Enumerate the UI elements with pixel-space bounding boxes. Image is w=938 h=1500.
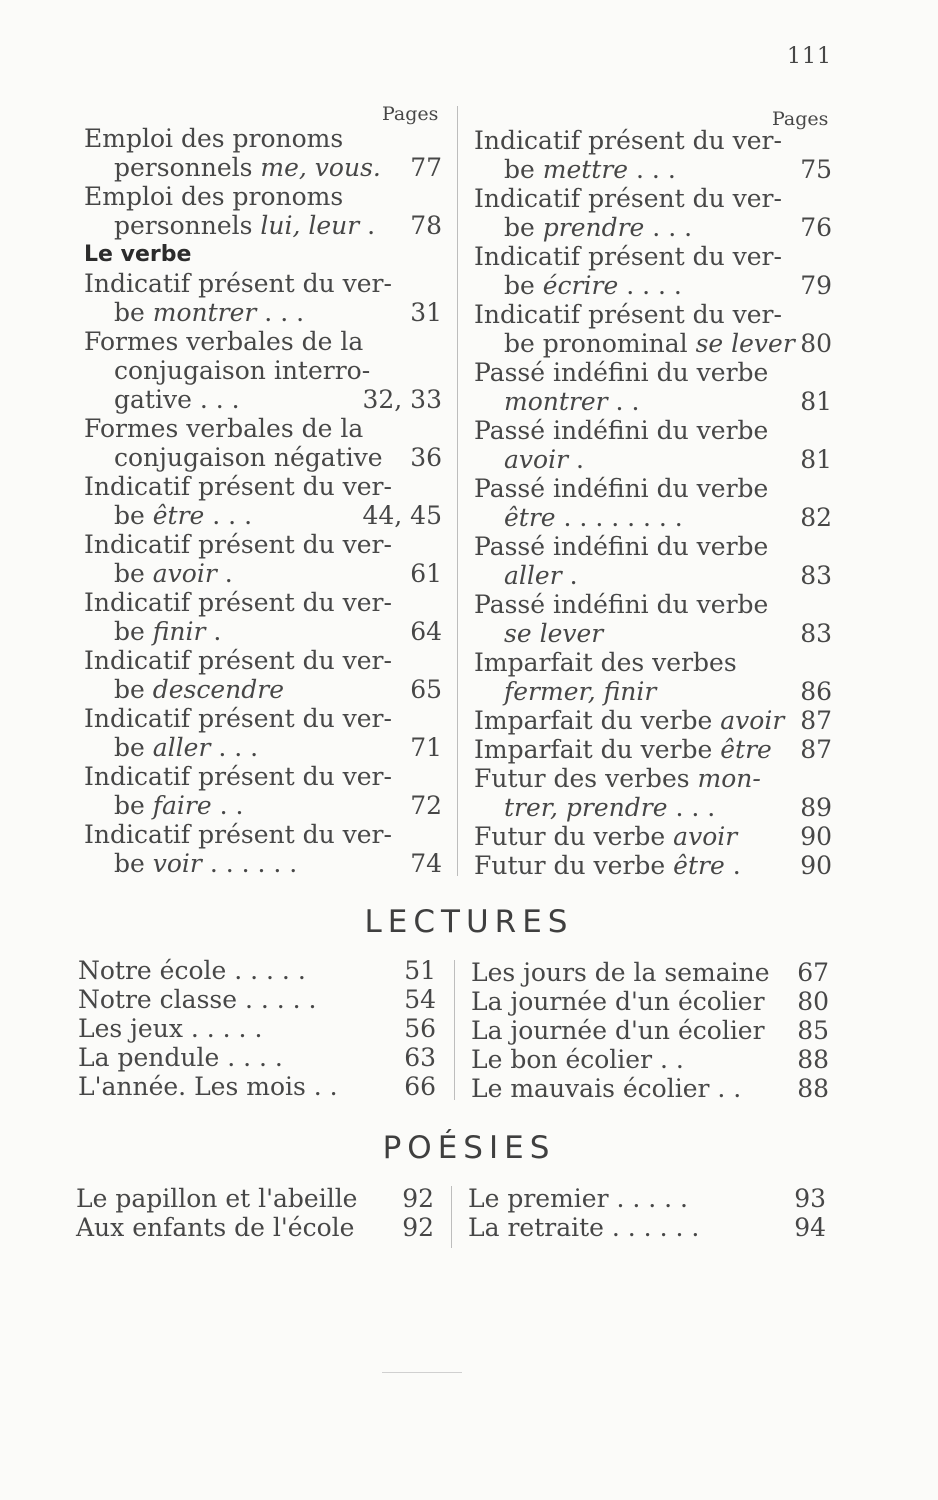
toc-page: 87 — [800, 706, 832, 735]
toc-entry: Indicatif présent du ver- be faire . . 72 — [84, 762, 442, 820]
toc-page: 82 — [800, 503, 832, 532]
lectures-divider — [454, 960, 455, 1100]
toc-entry: Indicatif présent du ver- be descendre 65 — [84, 646, 442, 704]
toc-page: 77 — [410, 153, 442, 182]
poesies-divider — [451, 1186, 452, 1248]
list-item: Les jours de la semaine 67 — [471, 958, 829, 987]
list-item: La retraite . . . . . . 94 — [468, 1213, 826, 1242]
toc-page: 75 — [800, 155, 832, 184]
toc-page: 72 — [410, 791, 442, 820]
toc-left-column — [84, 124, 442, 878]
toc-page: 80 — [800, 329, 832, 358]
toc-entry: Indicatif présent du ver- be être . . . 44, 45 — [84, 472, 442, 530]
list-item: Le mauvais écolier . . 88 — [471, 1074, 829, 1103]
toc-page: 90 — [800, 851, 832, 880]
toc-page: 79 — [800, 271, 832, 300]
list-item: Les jeux . . . . . 56 — [78, 1014, 436, 1043]
list-item: Notre école . . . . . 51 — [78, 956, 436, 985]
toc-entry: Passé indéfini du verbe aller . 83 — [474, 532, 832, 590]
toc-page: 78 — [410, 211, 442, 240]
list-item: L'année. Les mois . . 66 — [78, 1072, 436, 1101]
toc-page: 81 — [800, 387, 832, 416]
lectures-left-list — [78, 956, 436, 1101]
toc-page: 71 — [410, 733, 442, 762]
toc-entry: Formes verbales de la conjugaison négative 36 — [84, 414, 442, 472]
toc-page: 90 — [800, 822, 832, 851]
toc-entry: Imparfait du verbe avoir 87 — [474, 706, 832, 735]
toc-entry: Indicatif présent du ver- be avoir . 61 — [84, 530, 442, 588]
toc-entry: Emploi des pronoms personnels me, vous. 77 — [84, 124, 442, 182]
list-item: Le bon écolier . . 88 — [471, 1045, 829, 1074]
toc-page: 31 — [410, 298, 442, 327]
toc-entry: Indicatif présent du ver- be voir . . . . . . 74 — [84, 820, 442, 878]
list-item: Le papillon et l'abeille 92 — [76, 1184, 434, 1213]
toc-entry: Indicatif présent du ver- be prendre . . . 76 — [474, 184, 832, 242]
list-item: Le premier . . . . . 93 — [468, 1184, 826, 1213]
toc-entry: Passé indéfini du verbe montrer . . 81 — [474, 358, 832, 416]
toc-entry: Imparfait des verbes fermer, finir 86 — [474, 648, 832, 706]
toc-entry: Indicatif présent du ver- be finir . 64 — [84, 588, 442, 646]
list-item: La journée d'un écolier 80 — [471, 987, 829, 1016]
section-heading: Le verbe — [84, 242, 192, 267]
toc-page: 83 — [800, 619, 832, 648]
toc-entry: Formes verbales de la conjugaison interro- gative . . . 32, 33 — [84, 327, 442, 414]
poesies-heading: POÉSIES — [382, 1130, 556, 1166]
lectures-heading: LECTURES — [364, 904, 574, 940]
pages-label-left: Pages — [382, 103, 439, 125]
toc-page: 86 — [800, 677, 832, 706]
toc-page: 32, 33 — [362, 385, 442, 414]
toc-page: 64 — [410, 617, 442, 646]
toc-page: 83 — [800, 561, 832, 590]
toc-entry: Futur du verbe avoir 90 — [474, 822, 832, 851]
toc-entry: Futur du verbe être . 90 — [474, 851, 832, 880]
page-number: 111 — [787, 44, 832, 69]
toc-entry: Passé indéfini du verbe se lever 83 — [474, 590, 832, 648]
toc-page: 76 — [800, 213, 832, 242]
list-item: La pendule . . . . 63 — [78, 1043, 436, 1072]
toc-entry: Indicatif présent du ver- be écrire . . . . 79 — [474, 242, 832, 300]
toc-entry: Emploi des pronoms personnels lui, leur . 78 — [84, 182, 442, 240]
toc-page: 65 — [410, 675, 442, 704]
toc-page: 81 — [800, 445, 832, 474]
list-item: La journée d'un écolier 85 — [471, 1016, 829, 1045]
toc-entry: Imparfait du verbe être 87 — [474, 735, 832, 764]
toc-page: 44, 45 — [362, 501, 442, 530]
pages-label-right: Pages — [772, 108, 829, 130]
list-item: Aux enfants de l'école 92 — [76, 1213, 434, 1242]
toc-page: 36 — [410, 443, 442, 472]
toc-right-column — [474, 126, 832, 880]
toc-entry: Indicatif présent du ver- be montrer . . . 31 — [84, 269, 442, 327]
poesies-left-list — [76, 1184, 434, 1242]
toc-entry: Futur des verbes mon- trer, prendre . . . 89 — [474, 764, 832, 822]
toc-entry: Passé indéfini du verbe être . . . . . . . . 82 — [474, 474, 832, 532]
poesies-right-list — [468, 1184, 826, 1242]
list-item: Notre classe . . . . . 54 — [78, 985, 436, 1014]
toc-page: 89 — [800, 793, 832, 822]
toc-entry: Passé indéfini du verbe avoir . 81 — [474, 416, 832, 474]
bottom-rule — [382, 1372, 462, 1373]
toc-entry: Indicatif présent du ver- be pronominal se lever 80 — [474, 300, 832, 358]
toc-entry: Indicatif présent du ver- be aller . . . 71 — [84, 704, 442, 762]
toc-page: 61 — [410, 559, 442, 588]
toc-page: 87 — [800, 735, 832, 764]
toc-entry: Indicatif présent du ver- be mettre . . . 75 — [474, 126, 832, 184]
toc-page: 74 — [410, 849, 442, 878]
lectures-right-list — [471, 958, 829, 1103]
column-divider — [457, 106, 458, 876]
